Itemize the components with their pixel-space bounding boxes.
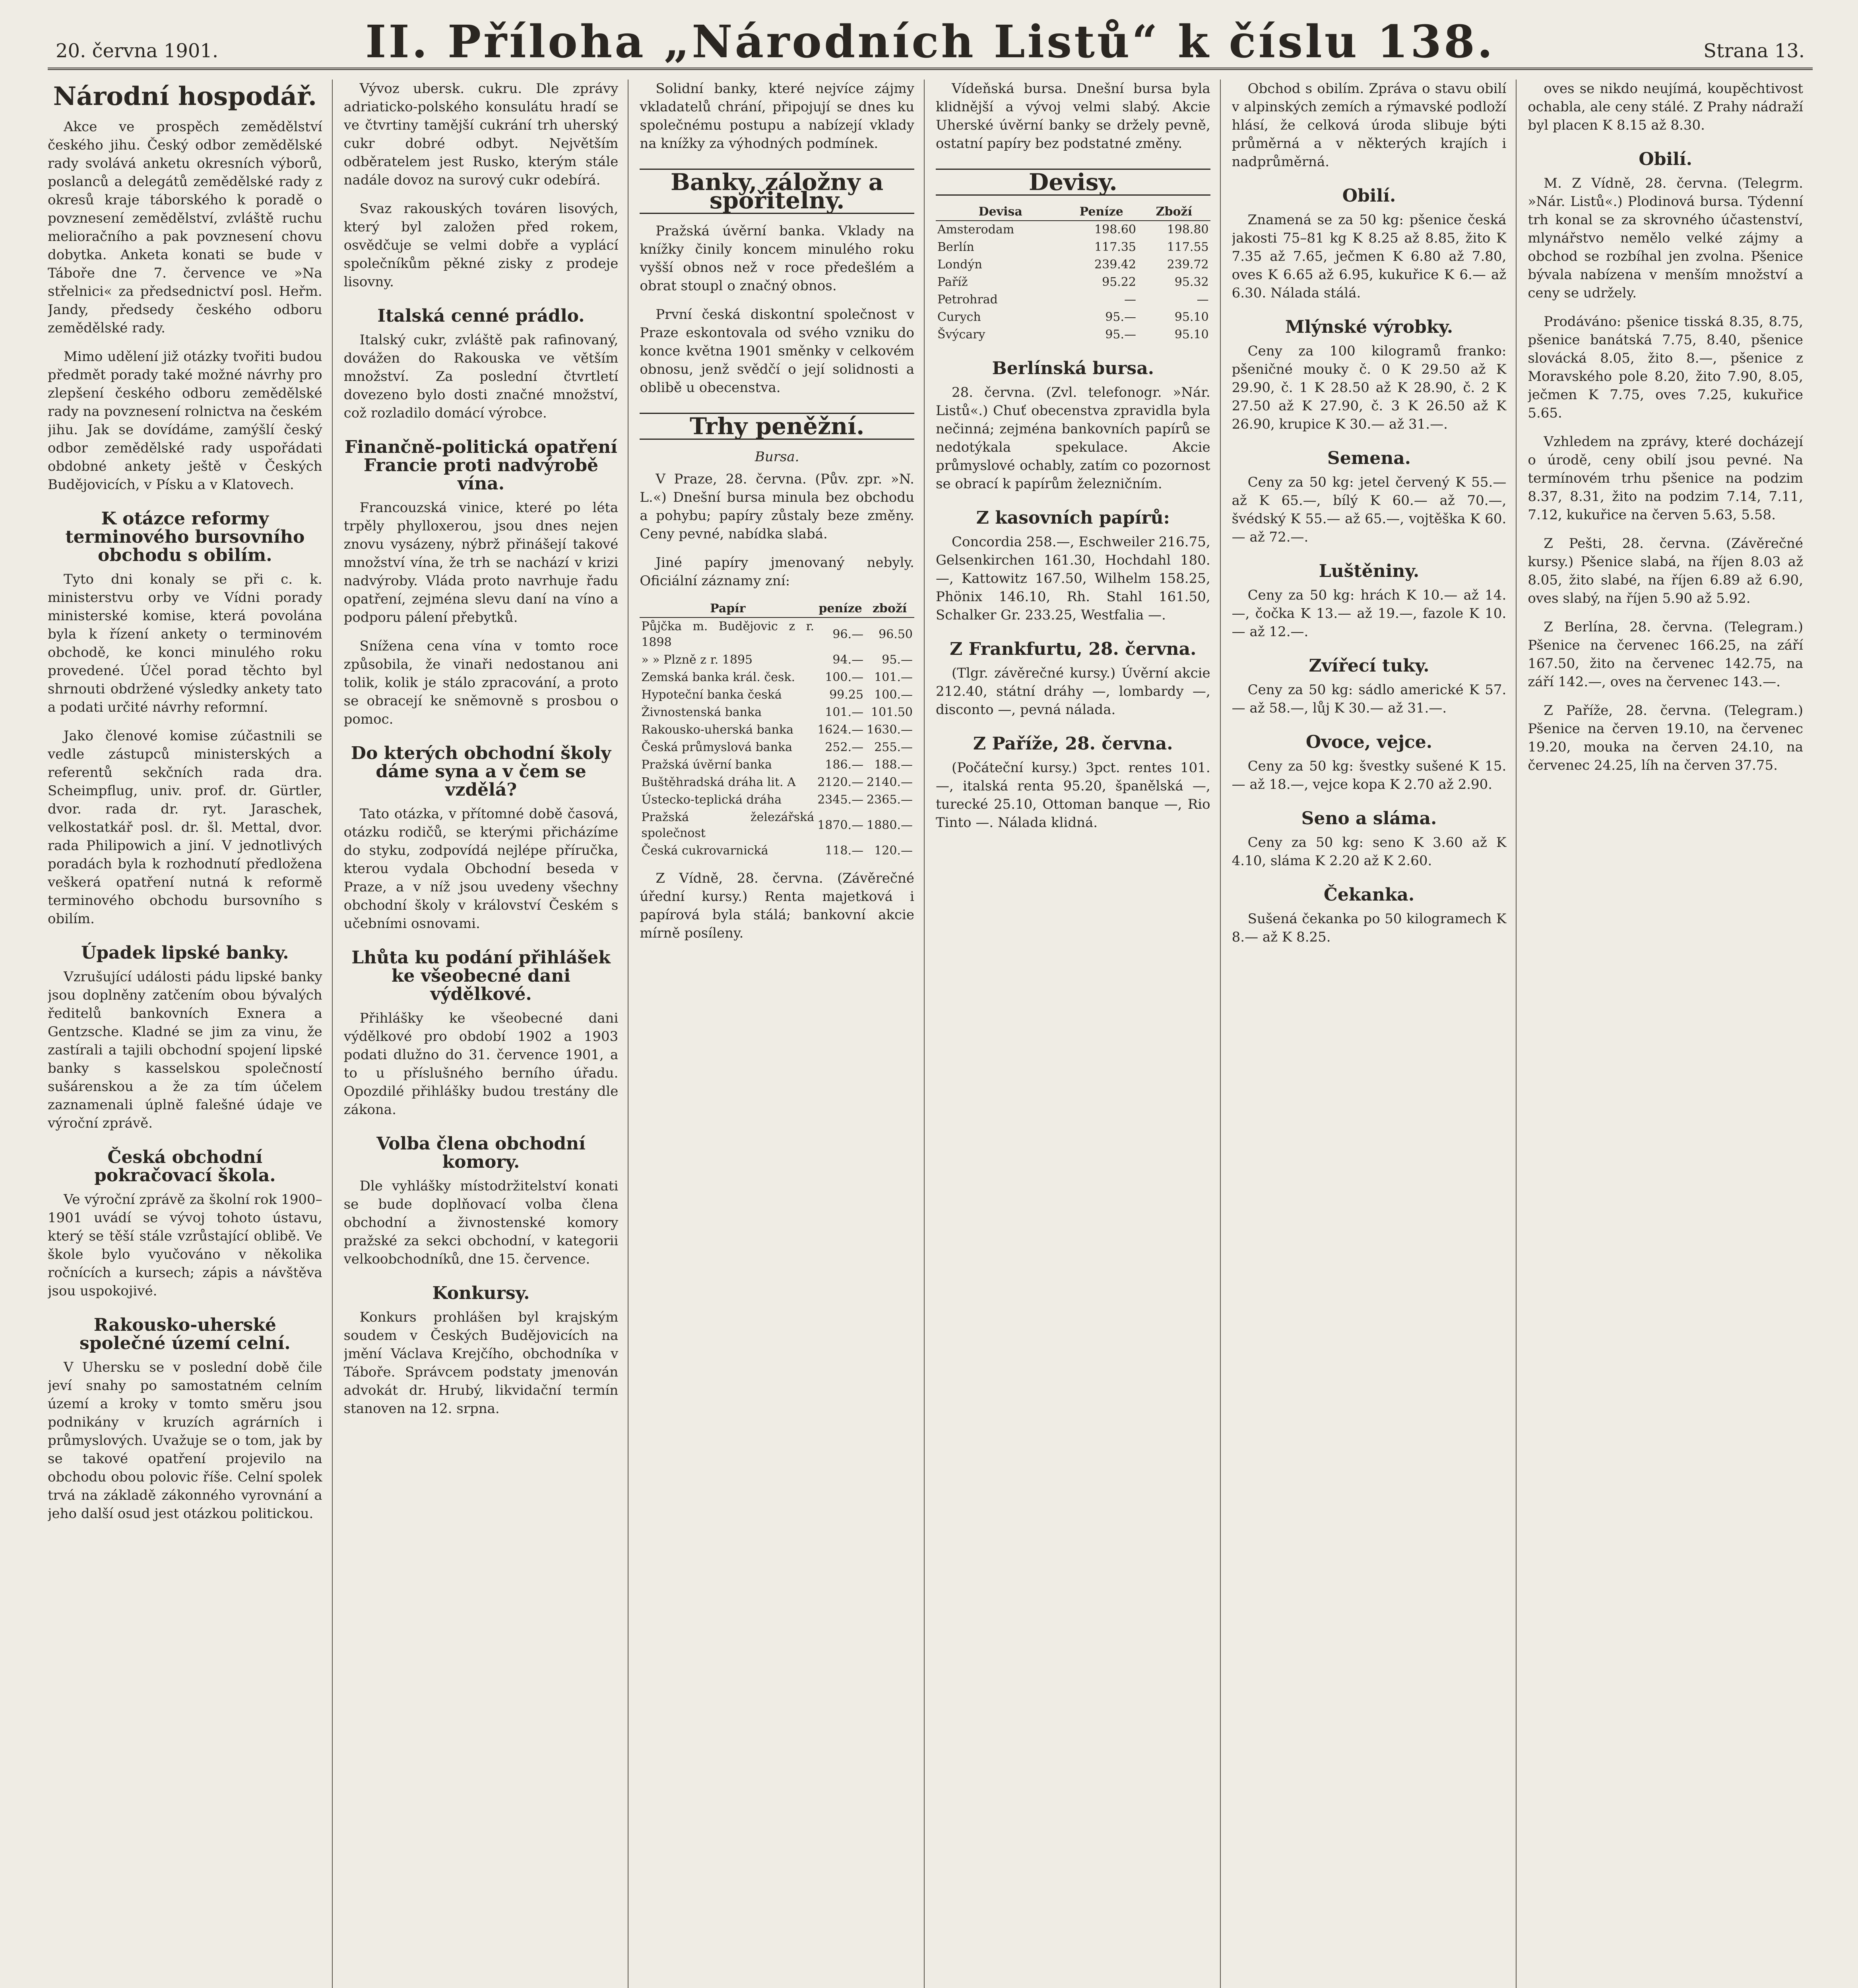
- article-heading: Čekanka.: [1323, 885, 1415, 905]
- article-paragraph: Ceny za 100 kilogramů franko: pšeničné mouky č. 0 K 29.50 až K 29.90, č. 1 K 28.50 až K 28.90, č. 2 K 27.50 až K 27.90, č. 3 K 26.50 až K 26.90, krupice K 30.— až 31.—.: [1232, 343, 1507, 432]
- row-value: 117.55: [1167, 240, 1209, 254]
- table-row: [936, 256, 1210, 274]
- column-6: [1528, 80, 1813, 1988]
- article-heading: Mlýnské výrobky.: [1285, 317, 1453, 337]
- row-label: Hypoteční banka česká: [641, 688, 782, 702]
- article-heading: Finančně-politická opatření Francie proti nadvýrobě vína.: [344, 437, 617, 494]
- article-heading: Lhůta ku podání přihlášek ke všeobecné dani výdělkové.: [351, 947, 611, 1004]
- row-label: Berlín: [937, 240, 974, 254]
- row-value: —: [1124, 293, 1136, 307]
- article-paragraph: Z Vídně, 28. června. (Závěrečné úřední kursy.) Renta majetková i papírová byla stálá; bankovní akcie mírně posíleny.: [640, 870, 914, 941]
- table-row: [936, 274, 1210, 291]
- article-heading: Úpadek lipské banky.: [81, 943, 289, 963]
- article-paragraph: (Tlgr. závěrečné kursy.) Úvěrní akcie 212.40, státní dráhy —, lombardy —, disconto —, pevná nálada.: [936, 665, 1210, 718]
- row-value: 96.—: [832, 627, 864, 641]
- table-row: [936, 309, 1210, 326]
- column-5: [1232, 80, 1517, 1988]
- table-row: [936, 239, 1210, 256]
- row-value: 1624.—: [817, 723, 864, 737]
- subsection-heading: Bursa.: [754, 449, 799, 465]
- article-heading: K otázce reformy terminového bursovního obchodu s obilím.: [65, 509, 305, 565]
- column-1: [48, 80, 333, 1988]
- devisy-table: [936, 204, 1210, 344]
- article-paragraph: Italský cukr, zvláště pak rafinovaný, dovážen do Rakouska ve větším množství. Za poslední čtvrtletí dovezeno bylo dosti značné množství, což rozladilo domácí výrobce.: [343, 332, 619, 421]
- table-row: [640, 686, 914, 704]
- row-label: Amsterodam: [937, 223, 1014, 237]
- table-row: [640, 617, 914, 651]
- row-value: 2365.—: [867, 793, 913, 807]
- column-3: [640, 80, 925, 1988]
- article-heading: Volba člena obchodní komory.: [376, 1134, 586, 1172]
- row-value: 95.10: [1174, 328, 1209, 342]
- table-header: Zboží: [1138, 204, 1210, 221]
- row-value: 1870.—: [817, 818, 864, 832]
- row-label: » » Plzně z r. 1895: [641, 653, 753, 667]
- table-header: Devisa: [936, 204, 1065, 221]
- article-paragraph: Ve výroční zprávě za školní rok 1900–1901 uvádí se vývoj tohoto ústavu, který se těší stále vzrůstající oblibě. Ve škole bylo vyučováno v několika ročnících a kursech; zápis a návštěva jsou uspokojivé.: [48, 1192, 322, 1299]
- row-value: 95.32: [1174, 275, 1209, 289]
- row-value: 2345.—: [817, 793, 864, 807]
- supplement-title: II. Příloha „Národních Listů“ k číslu 138.: [365, 16, 1495, 68]
- row-label: Londýn: [937, 258, 982, 272]
- article-paragraph: V Uhersku se v poslední době čile jeví snahy po samostatném celním území a kroky v tomto směru jsou podnikány v kruzích agrárních i průmyslových. Uvažuje se o tom, jak by se takové opatření projevilo na obchodu obou polovic říše. Celní spolek trvá na základě zákonného vyrovnání a jeho další osud jest otázkou politickou.: [48, 1359, 322, 1522]
- article-paragraph: Snížena cena vína v tomto roce způsobila, že vinaři nedostanou ani tolik, kolik je stálo zpracování, a proto se obracejí ke sněmovně s prosbou o pomoc.: [343, 638, 619, 727]
- table-body: [640, 617, 914, 860]
- table-row: [640, 756, 914, 774]
- article-heading: Česká obchodní pokračovací škola.: [94, 1147, 276, 1186]
- article-heading: Obilí.: [1639, 149, 1692, 169]
- row-value: 100.—: [825, 670, 864, 684]
- row-label: Pražská úvěrní banka: [641, 758, 772, 772]
- article-heading: Ovoce, vejce.: [1305, 732, 1433, 752]
- table-header: Papír: [640, 600, 816, 617]
- row-value: 96.50: [879, 627, 913, 641]
- article-paragraph: Ceny za 50 kg: seno K 3.60 až K 4.10, sláma K 2.20 až K 2.60.: [1232, 835, 1507, 869]
- article-paragraph: Tato otázka, v přítomné době časová, otázku rodičů, se kterými přicházíme do styku, zodpovídá nejlépe příručka, kterou vydala Obchodní beseda v Praze, a v níž jsou uvedeny všechny obchodní školy v království Českém s učebními osnovami.: [343, 806, 619, 932]
- table-row: [936, 291, 1210, 309]
- masthead: [48, 8, 1813, 70]
- article-paragraph: Z Pešti, 28. června. (Závěrečné kursy.) Pšenice slabá, na říjen 8.03 až 8.05, žito slabé, na říjen 6.89 až 6.90, oves slabý, na říjen 5.90 až 5.92.: [1528, 536, 1803, 606]
- article-heading: Italská cenné prádlo.: [377, 306, 585, 326]
- article-paragraph: Vývoz ubersk. cukru. Dle zprávy adriaticko-polského konsulátu hradí se ve čtvrtiny tamější cukrání trh uherský cukr dobré odbyt. Největším odběratelem jest Rusko, kterým stále nadále dovoz na surový cukr odebírá.: [343, 81, 619, 188]
- section-heading: Národní hospodář.: [53, 82, 317, 111]
- row-label: Zemská banka král. česk.: [641, 670, 795, 684]
- table-row: [640, 704, 914, 721]
- article-paragraph: Ceny za 50 kg: sádlo americké K 57.— až 58.—, lůj K 30.— až 31.—.: [1232, 682, 1507, 716]
- article-heading: Z kasovních papírů:: [976, 508, 1170, 528]
- table-row: [640, 651, 914, 669]
- section-heading: Trhy peněžní.: [640, 413, 914, 440]
- row-label: Petrohrad: [937, 293, 998, 307]
- row-value: 186.—: [825, 758, 864, 772]
- row-value: 120.—: [874, 844, 913, 858]
- column-2: [344, 80, 629, 1988]
- article-paragraph: 28. června. (Zvl. telefonogr. »Nár. Listů«.) Chuť obecenstva zpravidla byla nečinná; zejména bankovních papírů se nedotýkala spekulace. Akcie průmyslové ochably, zatím co pozornost se obrací k papírům železničním.: [936, 384, 1210, 492]
- row-label: Půjčka m. Budějovic z r. 1898: [641, 619, 815, 649]
- row-value: 255.—: [874, 740, 913, 754]
- row-value: 94.—: [832, 653, 864, 667]
- table-row: [640, 791, 914, 809]
- article-paragraph: Vzhledem na zprávy, které docházejí o úrodě, ceny obilí jsou pevné. Na termínovém trhu pšenice na podzim 8.37, 8.31, žito na podzim 7.14, 7.11, 7.12, kukuřice na červen 5.63, 5.58.: [1528, 434, 1803, 523]
- article-heading: Rakousko-uherské společné území celní.: [79, 1315, 291, 1353]
- row-value: 95.—: [1105, 328, 1136, 342]
- row-label: Ústecko-teplická dráha: [641, 793, 782, 807]
- row-value: 1630.—: [867, 723, 913, 737]
- article-paragraph: M. Z Vídně, 28. června. (Telegrm. »Nár. Listů«.) Plodinová bursa. Týdenní trh konal se za skrovného účastenství, mlynářstvo nemělo velké zájmy a obchod se rozbíhal jen zvolna. Pšenice bývala nabízena v menším množství a ceny se udržely.: [1528, 175, 1803, 301]
- row-value: 101.—: [825, 705, 864, 719]
- row-value: —: [1197, 293, 1209, 307]
- table-header: zboží: [865, 600, 914, 617]
- article-paragraph: Tyto dni konaly se při c. k. ministerstvu orby ve Vídni porady ministerské komise, která povolána byla k řízení ankety o terminovém obchodě, ke konci minulého roku provedené. Účel porad těchto byl shrnouti obdržené výsledky ankety tato a podati určité návrhy reformní.: [48, 571, 322, 715]
- article-heading: Berlínská bursa.: [992, 358, 1154, 379]
- issue-date: 20. června 1901.: [56, 40, 219, 62]
- article-paragraph: Mimo udělení již otázky tvořiti budou předmět porady také možné návrhy pro zlepšení českého odboru zemědělské rady na povznesení rolnictva na českém jihu. Jak se dovídáme, zamýšlí český odbor zemědělské rady uspořádati obdobné ankety ještě v Českých Budějovicích, v Písku a v Klatovech.: [48, 349, 322, 493]
- row-value: 2140.—: [867, 775, 913, 789]
- row-label: Česká průmyslová banka: [641, 740, 793, 754]
- table-body: [936, 221, 1210, 344]
- row-label: Rakousko-uherská banka: [641, 723, 794, 737]
- row-label: Buštěhradská dráha lit. A: [641, 775, 796, 789]
- table-row: [640, 721, 914, 739]
- row-value: 100.—: [874, 688, 913, 702]
- securities-table: [640, 600, 914, 860]
- article-paragraph: Ceny za 50 kg: jetel červený K 55.— až K 65.—, bílý K 60.— až 70.—, švédský K 55.— až 65.—, vojtěška K 60.— až 72.—.: [1232, 474, 1507, 545]
- article-heading: Obilí.: [1342, 186, 1396, 206]
- article-paragraph: oves se nikdo neujímá, koupěchtivost ochabla, ale ceny stálé. Z Prahy nádraží byl placen K 8.15 až 8.30.: [1528, 81, 1803, 133]
- article-paragraph: Vídeňská bursa. Dnešní bursa byla klidnější a vývoj velmi slabý. Akcie Uherské úvěrní banky se držely pevně, ostatní papíry bez podstatné změny.: [936, 81, 1210, 151]
- row-value: 2120.—: [817, 775, 864, 789]
- article-paragraph: Prodáváno: pšenice tisská 8.35, 8.75, pšenice banátská 7.75, 8.40, pšenice slovácká 8.05, žito 8.—, pšenice z Moravského pole 8.20, žito 7.90, 8.05, ječmen K 7.75, oves 7.25, kukuřice 5.65.: [1528, 314, 1803, 421]
- table-row: [640, 842, 914, 860]
- article-paragraph: Ceny za 50 kg: hrách K 10.— až 14.—, čočka K 13.— až 19.—, fazole K 10.— až 12.—.: [1232, 587, 1507, 640]
- article-paragraph: Jako členové komise zúčastnili se vedle zástupců ministerských a referentů sekčních rada dra. Scheimpflug, univ. prof. dr. Gürtler, dvor. rada dr. ryt. Jaraschek, velkostatkář posl. dr. šl. Mettal, dvor. rada Philipowich a jiní. V jednotlivých poradách byla k rozhodnutí předložena veškerá opatření nutná k reformě terminového obchodu bursovního s obilím.: [48, 728, 322, 927]
- row-value: 198.80: [1167, 223, 1209, 237]
- article-paragraph: Přihlášky ke všeobecné dani výdělkové pro období 1902 a 1903 podati dlužno do 31. července 1901, a to u příslušného berního úřadu. Opozdilé přihlášky budou trestány dle zákona.: [343, 1010, 619, 1118]
- row-label: Česká cukrovarnická: [641, 844, 768, 858]
- table-header: peníze: [816, 600, 865, 617]
- article-paragraph: Akce ve prospěch zemědělství českého jihu. Český odbor zemědělské rady svolává anketu okresních výborů, poslanců a delegátů zemědělské rady z okresů kraje táborského k poradě o povznesení zemědělství, zvláště ruchu melioračního a pak povznesení chovu dobytka. Anketa konati se bude v Táboře dne 7. července ve »Na střelnici« za předsednictví posl. Heřm. Jandy, předsedy českého odboru zemědělské rady.: [48, 119, 322, 336]
- row-label: Pražská železářská společnost: [641, 810, 815, 840]
- article-heading: Do kterých obchodní školy dáme syna a v čem se vzdělá?: [351, 743, 611, 800]
- article-paragraph: Konkurs prohlášen byl krajským soudem v Českých Budějovicích na jmění Václava Krejčího, obchodníka v Táboře. Správcem podstaty jmenován advokát dr. Hrubý, likvidační termín stanoven na 12. srpna.: [343, 1309, 619, 1417]
- row-value: 252.—: [825, 740, 864, 754]
- table-header: Peníze: [1065, 204, 1138, 221]
- row-label: Paříž: [937, 275, 968, 289]
- article-paragraph: V Praze, 28. června. (Pův. zpr. »N. L.«) Dnešní bursa minula bez obchodu a pohybu; papíry zůstaly beze změny. Ceny pevné, nabídka slabá.: [640, 471, 914, 542]
- article-paragraph: Ceny za 50 kg: švestky sušené K 15.— až 18.—, vejce kopa K 2.70 až 2.90.: [1232, 758, 1507, 792]
- article-paragraph: Pražská úvěrní banka. Vklady na knížky činily koncem minulého roku vyšší obnos než v roce předešlém a obrat stoupl o značný obnos.: [640, 223, 914, 294]
- row-value: 239.72: [1167, 258, 1209, 272]
- row-label: Curych: [937, 310, 981, 324]
- article-paragraph: Dle vyhlášky místodržitelství konati se bude doplňovací volba člena obchodní a živnostenské komory pražské za sekci obchodní, v kategorii velkoobchodníků, dne 15. července.: [343, 1178, 619, 1267]
- article-heading: Semena.: [1327, 448, 1411, 468]
- table-row: [640, 809, 914, 842]
- article-heading: Z Paříže, 28. června.: [973, 734, 1173, 754]
- table-row: [640, 739, 914, 756]
- row-value: 188.—: [874, 758, 913, 772]
- article-heading: Z Frankfurtu, 28. června.: [950, 639, 1197, 659]
- text-columns: [48, 80, 1813, 1988]
- table-intro: Jiné papíry jmenovaný nebyly. Oficiální záznamy zní:: [640, 555, 914, 589]
- column-4: [936, 80, 1221, 1988]
- table-row: [640, 774, 914, 791]
- article-paragraph: (Počáteční kursy.) 3pct. rentes 101.—, italská renta 95.20, španělská —, turecké 25.10, Ottoman banque —, Rio Tinto —. Nálada klidná.: [936, 760, 1210, 831]
- article-paragraph: Znamená se za 50 kg: pšenice česká jakosti 75–81 kg K 8.25 až 8.85, žito K 7.35 až 7.65, ječmen K 6.80 až 7.80, oves K 6.65 až 6.95, kukuřice K 6.— až 6.30. Nálada stálá.: [1232, 212, 1507, 301]
- row-value: 1880.—: [867, 818, 913, 832]
- article-paragraph: Z Berlína, 28. června. (Telegram.) Pšenice na červenec 166.25, na září 167.50, žito na červenec 142.75, na září 142.—, oves na červenec 143.—.: [1528, 619, 1803, 690]
- row-value: 95.—: [882, 653, 913, 667]
- row-value: 99.25: [829, 688, 864, 702]
- row-value: 239.42: [1094, 258, 1136, 272]
- row-value: 95.22: [1102, 275, 1136, 289]
- row-value: 101.50: [871, 705, 913, 719]
- row-value: 95.10: [1174, 310, 1209, 324]
- article-heading: Konkursy.: [432, 1283, 530, 1303]
- row-label: Živnostenská banka: [641, 705, 762, 719]
- article-paragraph: Concordia 258.—, Eschweiler 216.75, Gelsenkirchen 161.30, Hochdahl 180.—, Kattowitz 167.50, Wilhelm 158.25, Phönix 146.10, Rh. Stahl 161.50, Schalker Gr. 233.25, Westfalia —.: [936, 534, 1210, 623]
- article-paragraph: Z Paříže, 28. června. (Telegram.) Pšenice na červen 19.10, na červenec 19.20, mouka na červen 24.10, na červenec 24.25, líh na červen 37.75.: [1528, 703, 1803, 773]
- row-value: 118.—: [825, 844, 864, 858]
- section-heading: Banky, záložny a spořitelny.: [640, 169, 914, 214]
- row-value: 117.35: [1094, 240, 1136, 254]
- section-heading: Devisy.: [936, 169, 1210, 196]
- article-paragraph: Francouzská vinice, které po léta trpěly phylloxerou, jsou dnes nejen znovu vysázeny, nýbrž přinášejí takové množství vína, že trh se nachází v krizi nadvýroby. Vláda proto navrhuje řadu opatření, zejména slevu daní na víno a podporu pálení přebytků.: [343, 500, 619, 625]
- row-value: 95.—: [1105, 310, 1136, 324]
- page-number: Strana 13.: [1703, 40, 1805, 62]
- article-paragraph: Obchod s obilím. Zpráva o stavu obilí v alpinských zemích a rýmavské podloží hlásí, že celková úroda slibuje býti průměrná a v některých krajích i nadprůměrná.: [1232, 81, 1507, 170]
- article-heading: Luštěniny.: [1319, 561, 1420, 581]
- table-row: [936, 326, 1210, 344]
- table-row: [936, 221, 1210, 239]
- row-label: Švýcary: [937, 328, 985, 342]
- table-row: [640, 669, 914, 686]
- article-paragraph: První česká diskontní společnost v Praze eskontovala od svého vzniku do konce května 1901 směnky v celkovém obnosu, jenž svědčí o její solidnosti a oblibě u obecenstva.: [640, 307, 914, 396]
- article-paragraph: Svaz rakouských továren lisových, který byl založen před rokem, osvědčuje se velmi dobře a vyplácí společníkům pěkné zisky z prodeje lisovny.: [343, 201, 619, 290]
- row-value: 101.—: [874, 670, 913, 684]
- article-paragraph: Solidní banky, které nejvíce zájmy vkladatelů chrání, připojují se dnes ku společnému postupu a nabízejí vklady na knížky za výhodných podmínek.: [640, 81, 914, 151]
- article-paragraph: Sušená čekanka po 50 kilogramech K 8.— až K 8.25.: [1232, 911, 1507, 945]
- article-heading: Zvířecí tuky.: [1309, 656, 1429, 676]
- row-value: 198.60: [1094, 223, 1136, 237]
- article-paragraph: Vzrušující události pádu lipské banky jsou doplněny zatčením obou bývalých ředitelů bankovních Exnera a Gentzsche. Kladné se jim za vinu, že zastírali a tajili obchodní spojení lipské banky s kasselskou společností sušárenskou a že za tím účelem zaznamenali úplně falešné údaje ve výroční zprávě.: [48, 969, 322, 1131]
- article-heading: Seno a sláma.: [1301, 808, 1437, 829]
